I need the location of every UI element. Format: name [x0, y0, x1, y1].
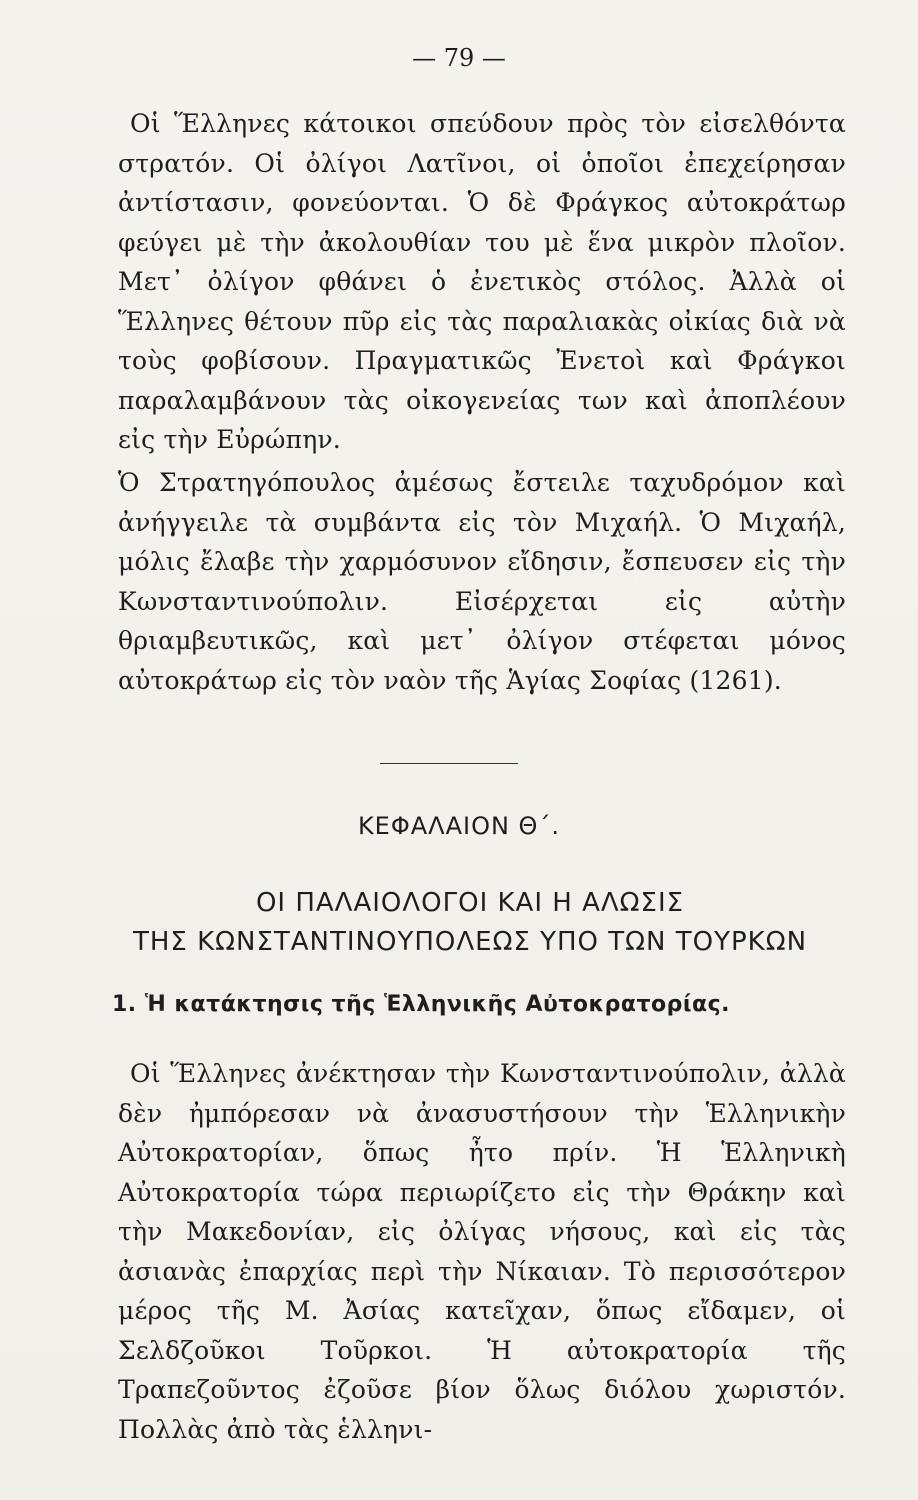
chapter-title-line-2: ΤΗΣ ΚΩΝΣΤΑΝΤΙΝΟΥΠΟΛΕΩΣ ΥΠΟ ΤΩΝ ΤΟΥΡΚΩΝ [132, 927, 808, 957]
paragraph-3: Οἱ Ἕλληνες ἀνέκτησαν τὴν Κωνσταντινούπολιν, ἀλλὰ δὲν ἠμπόρεσαν νὰ ἀνασυστήσουν τὴν Ἑλληνικὴν Αὐτοκρατορίαν, ὅπως ἦτο πρίν. Ἡ Ἑλληνικὴ Αὐτοκρατορία τώρα περιωρίζετο εἰς τὴν Θράκην καὶ τὴν Μακεδονίαν, εἰς ὀλίγας νήσους, καὶ εἰς τὰς ἀσιανὰς ἐπαρχίας περὶ τὴν Νίκαιαν. Τὸ περισσότερον μέρος τῆς Μ. Ἀσίας κατεῖχαν, ὅπως εἴδαμεν, οἱ Σελδζοῦκοι Τοῦρκοι. Ἡ αὐτοκρατορία τῆς Τραπεζοῦντος ἐζοῦσε βίον ὅλως διόλου χωριστόν. Πολλὰς ἀπὸ τὰς ἑλληνι- [118, 1059, 846, 1444]
chapter-title-line-1: ΟΙ ΠΑΛΑΙΟΛΟΓΟΙ ΚΑΙ Η ΑΛΩΣΙΣ [255, 888, 685, 918]
section-heading: 1. Ἡ κατάκτησις τῆς Ἑλληνικῆς Αὐτοκρατορίας. [112, 992, 730, 1017]
paragraph-1: Οἱ Ἕλληνες κάτοικοι σπεύδουν πρὸς τὸν εἰσελθόντα στρατόν. Οἱ ὀλίγοι Λατῖνοι, οἱ ὁποῖοι ἐπεχείρησαν ἀντίστασιν, φονεύονται. Ὁ δὲ Φράγκος αὐτοκράτωρ φεύγει μὲ τὴν ἀκολουθίαν του μὲ ἕνα μικρὸν πλοῖον. Μετ᾽ ὀλίγον φθάνει ὁ ἐνετικὸς στόλος. Ἀλλὰ οἱ Ἕλληνες θέτουν πῦρ εἰς τὰς παραλιακὰς οἰκίας διὰ νὰ τοὺς φοβίσουν. Πραγματικῶς Ἐνετοὶ καὶ Φράγκοι παραλαμβάνουν τὰς οἰκογενείας των καὶ ἀποπλέουν εἰς τὴν Εὐρώπην. [118, 109, 846, 454]
page-number: — 79 — [412, 44, 506, 72]
chapter-heading: ΚΕΦΑΛΑΙΟΝ Θ΄. [357, 812, 561, 840]
paragraph-2: Ὁ Στρατηγόπουλος ἀμέσως ἔστειλε ταχυδρόμον καὶ ἀνήγγειλε τὰ συμβάντα εἰς τὸν Μιχαήλ. Ὁ Μιχαήλ, μόλις ἔλαβε τὴν χαρμόσυνον εἴδησιν, ἔσπευσεν εἰς τὴν Κωνσταντινούπολιν. Εἰσέρχεται εἰς αὐτὴν θριαμβευτικῶς, καὶ μετ᾽ ὀλίγον στέφεται μόνος αὐτοκράτωρ εἰς τὸν ναὸν τῆς Ἁγίας Σοφίας (1261). [118, 468, 846, 695]
section-divider [380, 763, 518, 764]
